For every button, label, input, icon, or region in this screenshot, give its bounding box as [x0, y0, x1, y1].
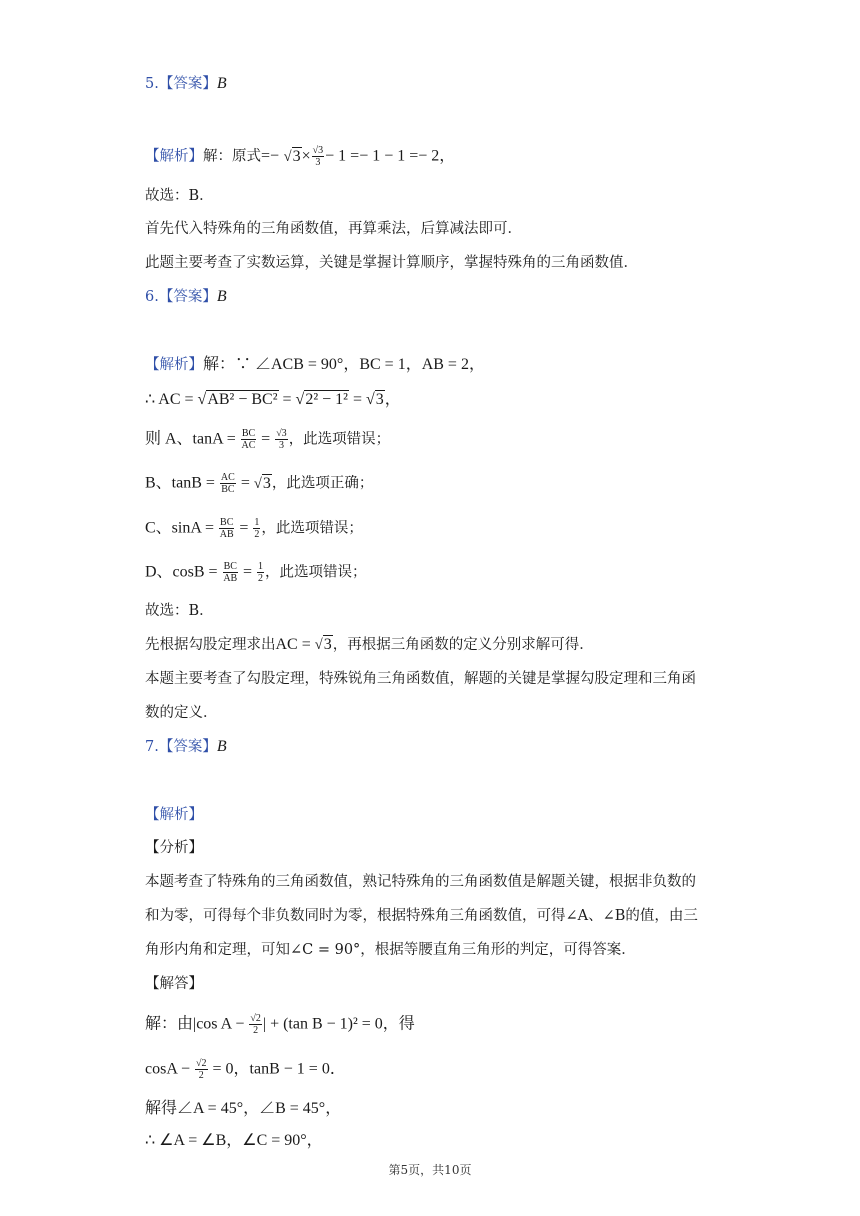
fraction: $\frac{√3}{3}$	[312, 145, 324, 168]
q5-answer-line: 5.【答案】B	[145, 75, 227, 92]
q6-option-a: 则 A、tanA = $\frac{BC}{AC}$ = $\frac{√3}{3}$ ，此选项错误；	[145, 428, 391, 451]
q6-choice: 故选：B．	[145, 603, 214, 619]
q7-answer-line: 7.【答案】B	[145, 738, 227, 755]
q7-para-3: 角形内角和定理，可知∠C = 90°，根据等腰直角三角形的判定，可得答案．	[145, 942, 636, 958]
q7-para-2: 和为零，可得每个非负数同时为零，根据特殊角三角函数值，可得∠A、∠B的值，由三	[145, 908, 698, 924]
q6-solution-line1: 【解析】解：∵ ∠ACB = 90°，BC = 1，AB = 2，	[145, 356, 485, 373]
q7-step-4: ∴ ∠A = ∠B，∠C = 90°，	[145, 1132, 323, 1149]
q7-step-1: 解：由|cos A − $\frac{√2}{2}$ | + (tan B − 1)² = 0，得	[145, 1013, 415, 1036]
q6-method: 先根据勾股定理求出AC = √3，再根据三角函数的定义分别求解可得．	[145, 636, 594, 653]
q7-jieda-label: 【解答】	[145, 976, 203, 992]
q6-summary-2: 数的定义．	[145, 705, 218, 721]
q7-analysis-label: 【解析】	[145, 807, 203, 823]
sqrt-symbol: √3	[283, 147, 301, 165]
q5-choice: 故选：B．	[145, 188, 214, 204]
q6-summary-1: 本题主要考查了勾股定理，特殊锐角三角函数值，解题的关键是掌握勾股定理和三角函	[145, 671, 696, 687]
q7-para-1: 本题考查了特殊角的三角函数值，熟记特殊角的三角函数值是解题关键，根据非负数的	[145, 874, 696, 890]
q6-option-b: B、tanB = $\frac{AC}{BC}$ = √3，此选项正确；	[145, 472, 374, 495]
q6-solution-line2: ∴ AC = √AB² − BC² = √2² − 1² = √3，	[145, 391, 401, 408]
q6-option-d: D、cosB = $\frac{BC}{AB}$ = $\frac{1}{2}$ ，此选项错误；	[145, 561, 367, 584]
q7-fenxi-label: 【分析】	[145, 840, 203, 856]
q7-step-2: cosA − $\frac{√2}{2}$ = 0，tanB − 1 = 0．	[145, 1058, 346, 1081]
q6-answer-line: 6.【答案】B	[145, 288, 227, 305]
q6-option-c: C、sinA = $\frac{BC}{AB}$ = $\frac{1}{2}$ ，此选项错误；	[145, 517, 363, 540]
page-footer: 第5页，共10页	[388, 1163, 472, 1177]
q5-solution-line: 【解析】解：原式=− √3× $\frac{√3}{3}$ − 1 =− 1 − 1 =− 2，	[145, 145, 456, 168]
q5-method: 首先代入特殊角的三角函数值，再算乘法，后算减法即可．	[145, 221, 522, 237]
q7-step-3: 解得∠A = 45°，∠B = 45°，	[145, 1100, 342, 1117]
q5-summary: 此题主要考查了实数运算，关键是掌握计算顺序，掌握特殊角的三角函数值．	[145, 255, 638, 271]
